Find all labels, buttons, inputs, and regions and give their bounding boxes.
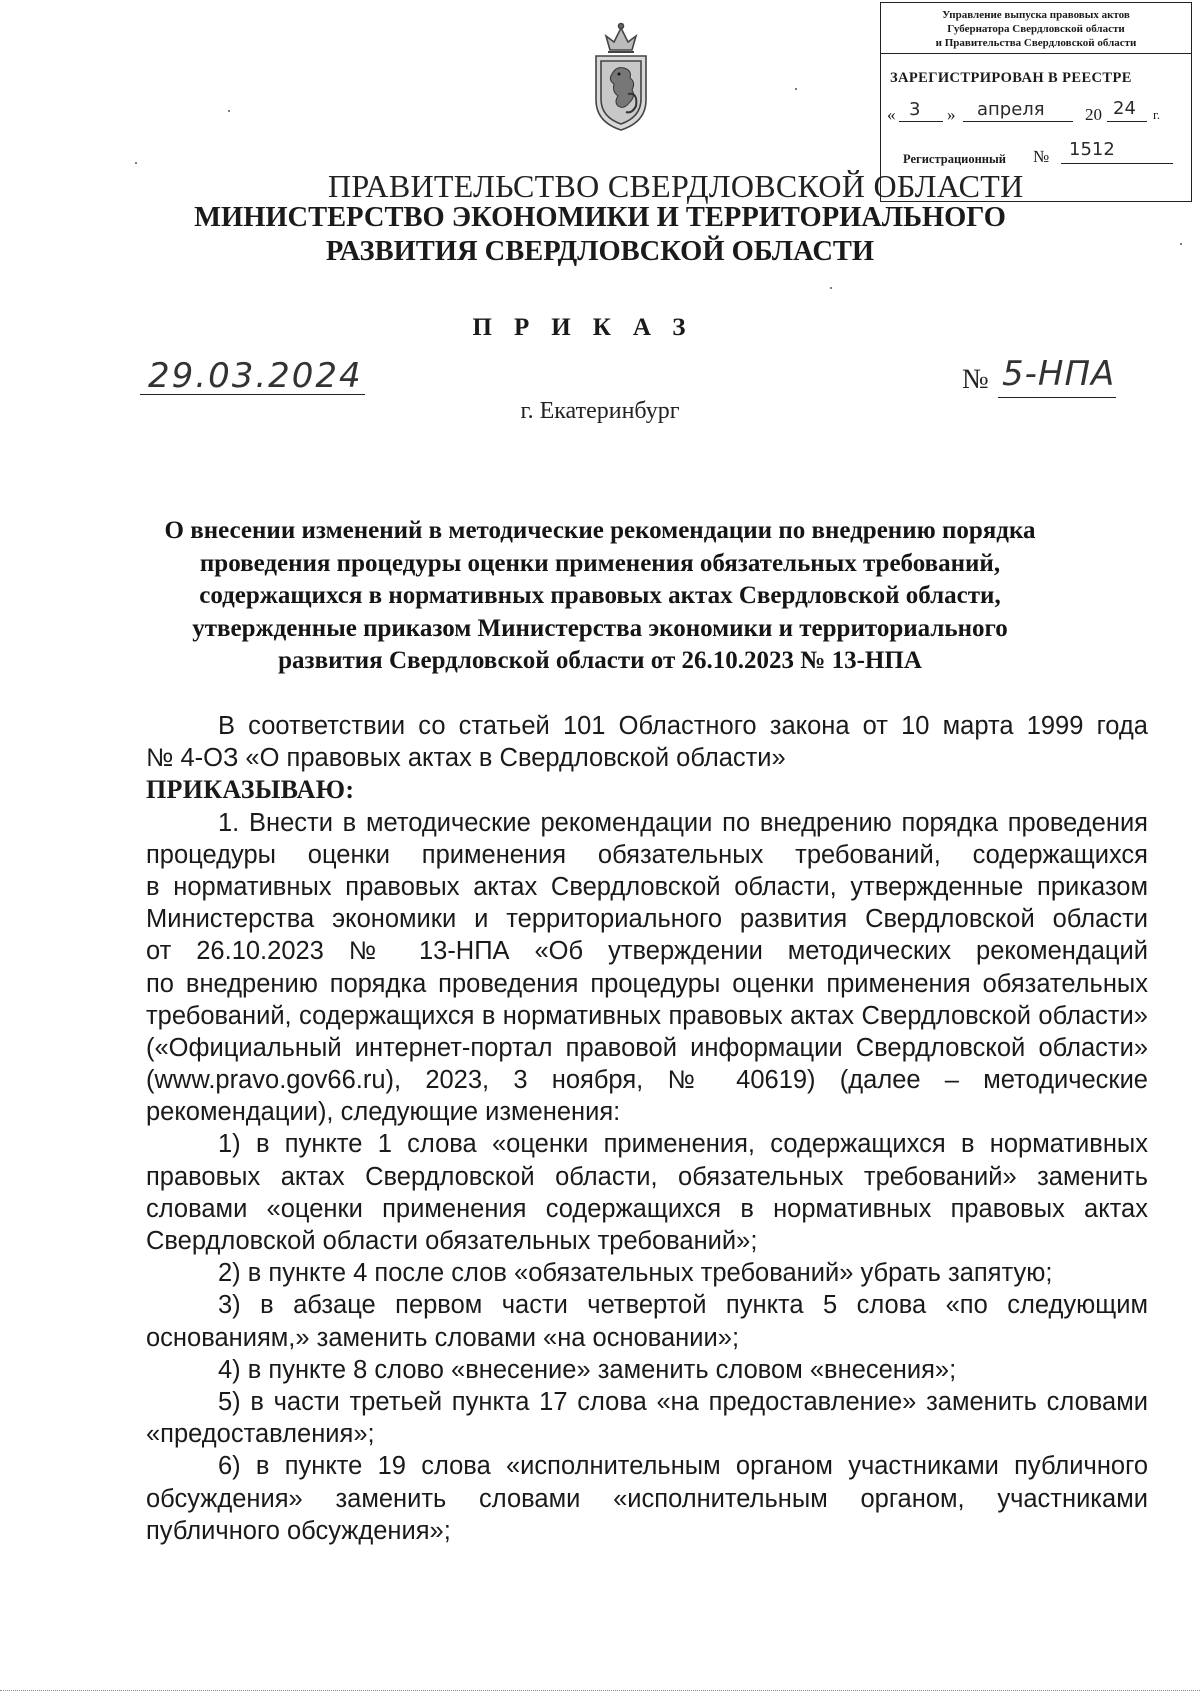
item1-line: («Официальный интернет-портал правовой информации Свердловской области»	[146, 1033, 1148, 1062]
ministry-heading-line1: МИНИСТЕРСТВО ЭКОНОМИКИ И ТЕРРИТОРИАЛЬНОГО	[194, 202, 1006, 233]
item1-line: в нормативных правовых актах Свердловской области, утвержденные приказом	[146, 872, 1148, 901]
stamp-year-prefix: 20	[1085, 105, 1102, 124]
sub5-line: 5) в части третьей пункта 17 слова «на предоставление» заменить словами	[218, 1387, 1148, 1416]
item1-line: (www.pravo.gov66.ru), 2023, 3 ноября, № 40619) (далее – методические	[146, 1066, 1148, 1095]
item1-line: требований, содержащихся в нормативных правовых актах Свердловской области»	[146, 1001, 1148, 1030]
sub1-line: словами «оценки применения содержащихся в нормативных правовых актах	[146, 1194, 1148, 1223]
order-word: ПРИКАЗЫВАЮ:	[146, 775, 355, 805]
handwritten-date: 29.03.2024	[148, 356, 363, 396]
item1-line: рекомендации), следующие изменения:	[146, 1098, 621, 1127]
sub1-line: Свердловской области обязательных требований»;	[146, 1227, 758, 1255]
title-line: содержащихся в нормативных правовых актах Свердловской области,	[199, 582, 1001, 609]
sub1-line: правовых актах Свердловской области, обязательных требований» заменить	[146, 1162, 1148, 1191]
city: г. Екатеринбург	[520, 398, 680, 424]
stamp-close-quote: »	[947, 105, 956, 124]
sub3-line: основаниям,» заменить словами «на основании»;	[146, 1323, 740, 1352]
sub1-line: 1) в пункте 1 слова «оценки применения, содержащихся в нормативных	[218, 1130, 1148, 1159]
stamp-year-suffix: 24	[1113, 98, 1136, 119]
sub3-line: 3) в абзаце первом части четвертой пункта 5 слова «по следующим	[218, 1291, 1148, 1320]
title-line: развития Свердловской области от 26.10.2023 № 13-НПА	[278, 647, 922, 674]
stamp-open-quote: «	[887, 105, 896, 124]
stamp-reg-number: 1512	[1069, 139, 1115, 160]
title-line: утвержденные приказом Министерства экономики и территориального	[192, 614, 1008, 642]
stamp-date-row	[881, 98, 1191, 131]
stamp-registered-label: ЗАРЕГИСТРИРОВАН В РЕЕСТРЕ	[890, 70, 1132, 86]
sub5-line: «предоставления»;	[146, 1420, 375, 1449]
item1-line: по внедрению порядка проведения процедуры оценки применения обязательных	[146, 969, 1148, 998]
sub6-line: публичного обсуждения»;	[146, 1516, 451, 1545]
item1-line: 1. Внести в методические рекомендации по внедрению порядка проведения	[218, 808, 1148, 837]
government-heading: ПРАВИТЕЛЬСТВО СВЕРДЛОВСКОЙ ОБЛАСТИ	[328, 168, 1024, 204]
scan-edge	[0, 1690, 1200, 1691]
sub4-line: 4) в пункте 8 слово «внесение» заменить словом «внесения»;	[218, 1355, 957, 1384]
document-body	[146, 710, 1148, 1547]
item1-line: Министерства экономики и территориального развития Свердловской области	[146, 905, 1148, 934]
handwritten-number: 5-НПА	[1002, 354, 1116, 394]
stamp-reg-label: Регистрационный	[903, 152, 1006, 166]
document-type: ПРИКАЗ	[472, 314, 708, 341]
date-underline	[140, 394, 365, 395]
number-sign: №	[962, 364, 989, 395]
title-line: О внесении изменений в методические рекомендации по внедрению порядка	[164, 517, 1036, 544]
title-line: проведения процедуры оценки применения обязательных требований,	[199, 549, 1001, 577]
ministry-heading-line2: РАЗВИТИЯ СВЕРДЛОВСКОЙ ОБЛАСТИ	[325, 236, 875, 267]
item1-line: процедуры оценки применения обязательных требований, содержащихся	[146, 840, 1148, 869]
sub6-line: обсуждения» заменить словами «исполнительным органом, участниками	[146, 1484, 1148, 1513]
scan-speck	[135, 162, 137, 164]
body-line: В соответствии со статьей 101 Областного закона от 10 марта 1999 года	[218, 712, 1148, 740]
sub6-line: 6) в пункте 19 слова «исполнительным органом участниками публичного	[218, 1452, 1148, 1481]
scan-speck	[795, 88, 797, 90]
sub2-line: 2) в пункте 4 после слов «обязательных требований» убрать запятую;	[218, 1259, 1053, 1288]
scan-speck	[830, 287, 832, 289]
stamp-num-sign: №	[1033, 147, 1050, 166]
scan-speck	[228, 110, 230, 112]
coat-of-arms-icon	[588, 22, 654, 134]
document-title	[120, 515, 1080, 678]
item1-line: от 26.10.2023 № 13-НПА «Об утверждении методических рекомендаций	[146, 937, 1148, 966]
stamp-office-line: и Правительства Свердловской области	[935, 37, 1137, 49]
stamp-office-line: Управление выпуска правовых актов	[942, 9, 1130, 21]
scan-speck	[1180, 243, 1182, 245]
stamp-office-line: Губернатора Свердловской области	[947, 23, 1125, 35]
body-line: № 4-ОЗ «О правовых актах в Свердловской области»	[146, 744, 786, 773]
stamp-day: 3	[909, 99, 921, 120]
stamp-month: апреля	[977, 99, 1045, 120]
stamp-office-name	[881, 3, 1191, 54]
stamp-year-abbr: г.	[1153, 107, 1161, 122]
